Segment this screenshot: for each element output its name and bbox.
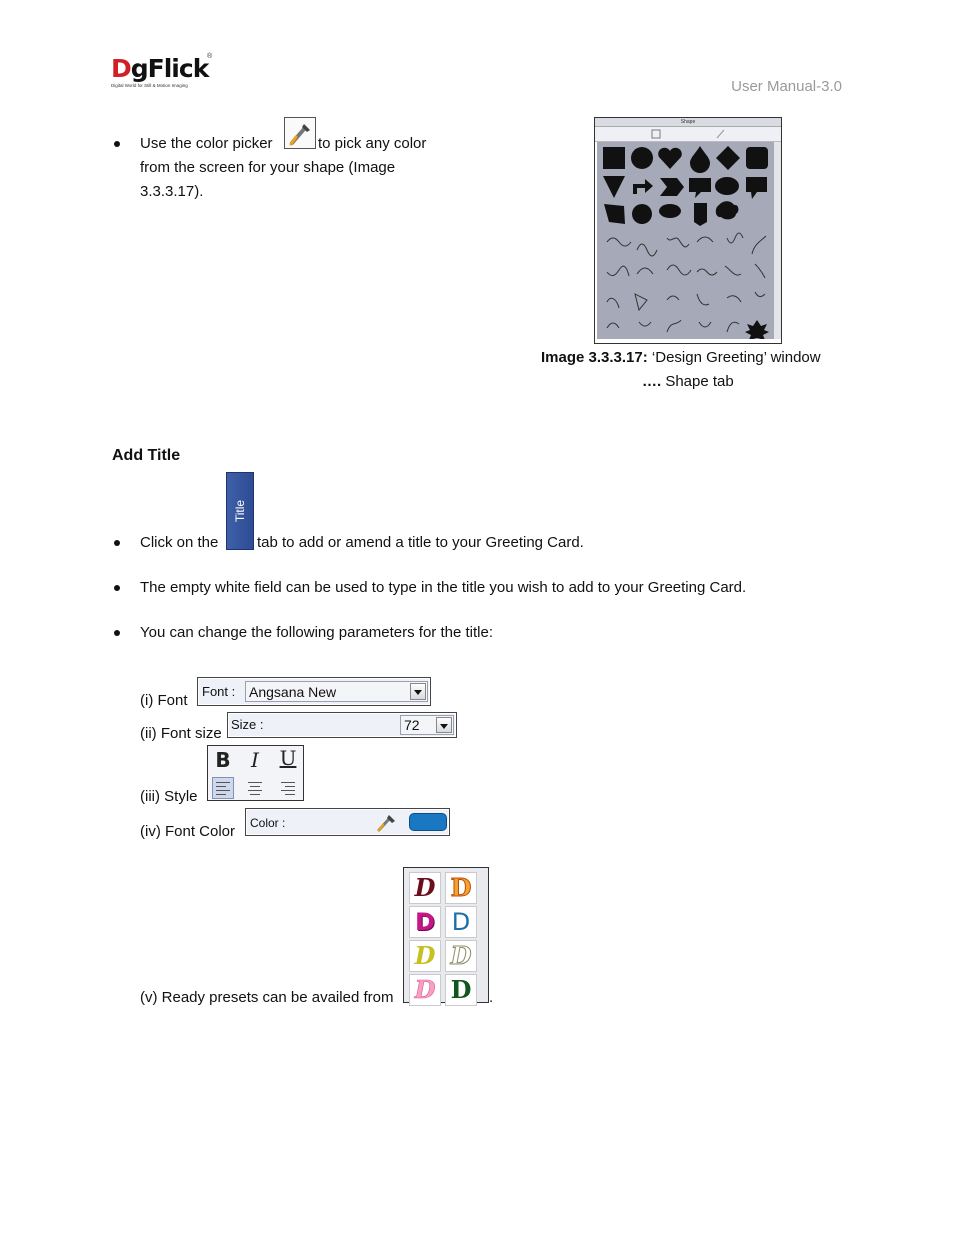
shape-banner — [604, 204, 625, 224]
font-ctrl-label: Font : — [202, 684, 236, 699]
shape-rounded-square — [746, 147, 768, 169]
image-caption-line2 — [642, 370, 734, 394]
caption-text: ‘Design Greeting’ window — [647, 349, 821, 366]
bullet-dot — [114, 141, 120, 147]
shape-toolbar — [595, 127, 781, 142]
logo-wordmark: gFlick — [130, 54, 209, 83]
shape-heart — [658, 148, 682, 169]
font-color-swatch[interactable] — [409, 813, 447, 831]
shape-gallery[interactable] — [597, 142, 773, 339]
align-center-icon[interactable] — [245, 778, 265, 798]
shape-window-title: Shape — [595, 118, 781, 127]
size-param-label: (ii) Font size — [140, 725, 222, 742]
logo-registered-mark: ® — [207, 53, 213, 60]
shape-scrollbar[interactable] — [773, 142, 781, 339]
font-color-control[interactable] — [245, 808, 450, 836]
caption-line2-text: Shape tab — [661, 373, 734, 390]
shape-triangle — [603, 176, 625, 198]
picker-text-before: Use the color picker — [140, 135, 273, 152]
shape-thought — [632, 204, 652, 224]
underline-button[interactable]: U — [279, 746, 297, 770]
preset-grey-outline[interactable]: D — [445, 940, 477, 972]
shape-square — [603, 147, 625, 169]
size-select[interactable] — [400, 715, 454, 735]
title-tab-icon — [226, 472, 254, 550]
preset-dark-green[interactable]: D — [445, 974, 477, 1006]
logo-tagline: Digital World for Still & Motion Imaging — [111, 83, 188, 88]
bold-button[interactable]: B — [215, 748, 231, 772]
shape-arrow — [633, 179, 653, 194]
presets-param-label: (v) Ready presets can be availed from — [140, 989, 394, 1006]
size-select-value: 72 — [404, 717, 420, 733]
shape-window-screenshot — [594, 117, 782, 344]
bullet-dot — [114, 540, 120, 546]
size-select-control[interactable] — [227, 712, 457, 738]
image-caption — [541, 346, 821, 370]
logo-letter-d: D — [111, 54, 131, 83]
white-field-text: The empty white field can be used to type in the title you wish to add to your Greeting Card. — [140, 579, 747, 596]
eyedropper-icon[interactable] — [376, 812, 398, 832]
shape-callout-2 — [746, 177, 767, 199]
align-left-icon[interactable] — [212, 777, 234, 799]
color-picker-icon — [284, 117, 316, 149]
shape-speech-bubble — [715, 177, 739, 195]
style-controls — [207, 745, 304, 801]
shape-chevron — [660, 178, 684, 196]
color-param-label: (iv) Font Color — [140, 823, 236, 840]
shape-callout — [689, 178, 711, 198]
section-heading-add-title: Add Title — [112, 447, 181, 464]
shape-oval-bubble — [659, 204, 681, 218]
caption-dots: …. — [642, 373, 662, 390]
click-text-before: Click on the — [140, 534, 219, 551]
preset-pink-italic[interactable]: D — [409, 974, 441, 1006]
font-select-control[interactable] — [197, 677, 431, 706]
picker-text-line2: from the screen for your shape (Image — [140, 159, 396, 176]
chevron-down-icon[interactable] — [436, 717, 452, 733]
color-ctrl-label: Color : — [250, 816, 286, 830]
preset-blue-split[interactable]: D — [445, 906, 477, 938]
bullet-dot — [114, 630, 120, 636]
shape-circle — [631, 147, 653, 169]
picker-text-after: to pick any color — [318, 135, 427, 152]
parameters-text: You can change the following parameters for the title: — [140, 624, 493, 641]
manual-version: User Manual-3.0 — [731, 78, 842, 95]
font-param-label: (i) Font — [140, 692, 188, 709]
caption-label: Image 3.3.3.17: — [541, 349, 648, 366]
shape-maple-leaf — [745, 320, 769, 339]
preset-magenta[interactable]: D — [409, 906, 441, 938]
shape-cloud — [716, 201, 739, 219]
size-ctrl-label: Size : — [231, 717, 264, 732]
align-right-icon[interactable] — [278, 778, 298, 798]
title-tab-label: Title — [233, 499, 247, 523]
preset-dark-red-italic[interactable]: D — [409, 872, 441, 904]
font-select-value: Angsana New — [249, 684, 337, 700]
preset-orange-outline[interactable]: D — [445, 872, 477, 904]
shape-diamond — [716, 146, 740, 170]
dgflick-logo — [111, 55, 221, 97]
preset-yellow-slant[interactable]: D — [409, 940, 441, 972]
font-select[interactable] — [245, 681, 428, 702]
presets-trailing-dot: . — [489, 989, 494, 1006]
shape-drop — [690, 146, 710, 173]
bullet-dot — [114, 585, 120, 591]
italic-button[interactable]: I — [251, 748, 259, 772]
picker-text-line3: 3.3.3.17). — [140, 183, 204, 200]
click-text-after: tab to add or amend a title to your Greeting Card. — [257, 534, 584, 551]
style-param-label: (iii) Style — [140, 788, 198, 805]
title-presets-panel — [403, 867, 489, 1003]
chevron-down-icon[interactable] — [410, 683, 426, 700]
shape-tag — [694, 203, 707, 226]
